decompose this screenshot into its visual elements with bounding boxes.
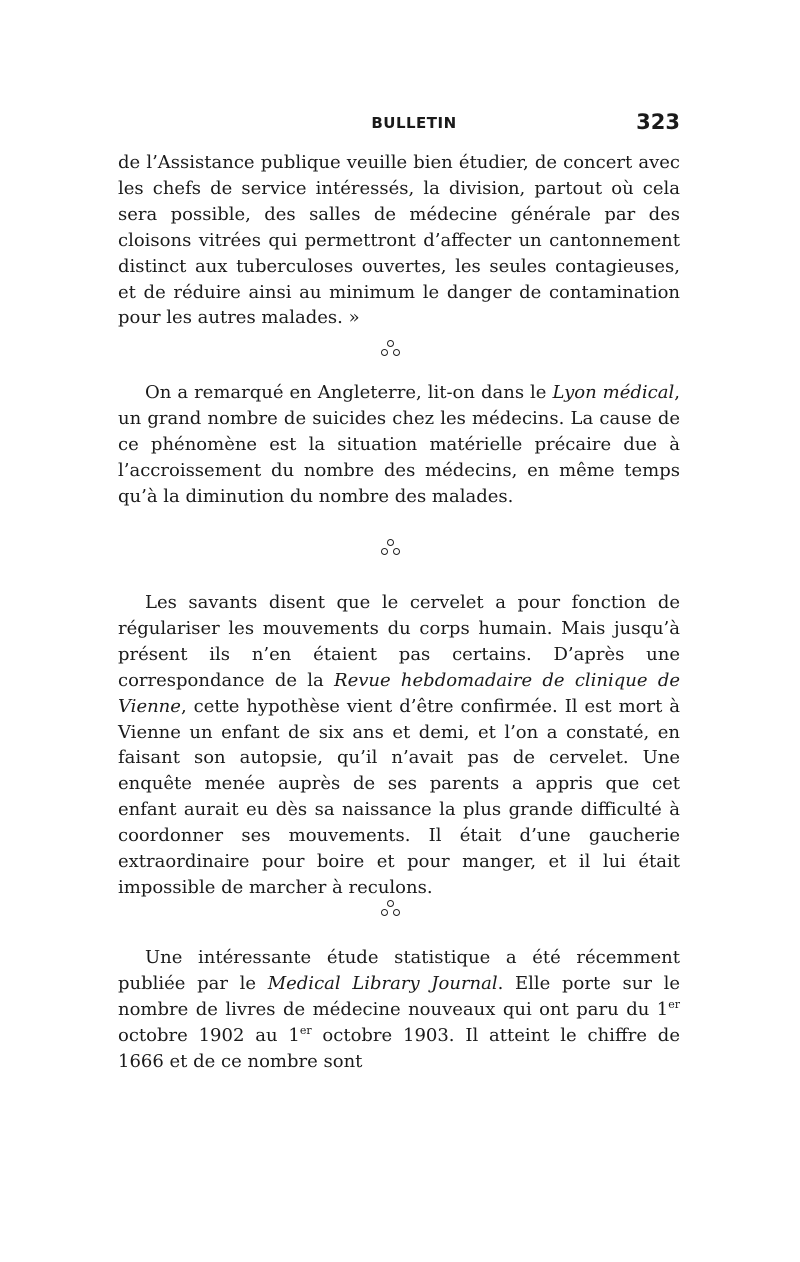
journal-title: Lyon médical [552, 382, 675, 403]
separator-dot [387, 900, 394, 907]
separator-dot [393, 349, 400, 356]
text-run: , un grand nombre de suicides chez les médecins. La cause de ce phénomène est la situation matérielle précaire due à l’accroissement du nombre des médecins, en même temps qu’à la diminution du nombre des malades. [118, 382, 680, 507]
separator-dot [393, 909, 400, 916]
separator-dot [381, 548, 388, 555]
journal-title: Medical Library Journal [267, 972, 498, 994]
paragraph-statistique [118, 945, 680, 1075]
section-separator [381, 900, 401, 918]
text-run: octobre 1902 au 1 [118, 1024, 300, 1046]
text-run: , cette hypothèse vient d’être confirmée. Il est mort à Vienne un enfant de six ans et demi, et l’on a constaté, en faisant son autopsie, qu’il n’avait pas de cervelet. Une enquête menée auprès de ses parents a appris que cet enfant aurait eu dès sa naissance la plus grande difficulté à coordonner ses mouvements. Il était d’une gaucherie extraordinaire pour boire et pour manger, et il lui était impossible de marcher à reculons. [118, 695, 680, 898]
separator-dot [381, 909, 388, 916]
text-run: Une intéressante étude statistique a été récemment publiée par le [118, 947, 680, 994]
running-title: BULLETIN [371, 114, 457, 132]
text-run: Les savants disent que le cervelet a pour fonction de régulariser les mouvements du corps humain. Mais jusqu’à présent ils n’en étaient pas certains. D’après une correspondance de la [118, 592, 680, 691]
superscript-er: er [668, 997, 680, 1011]
separator-dot [387, 340, 394, 347]
superscript-er: er [299, 1023, 312, 1037]
journal-title: Revue hebdomadaire de clinique de Vienne [118, 669, 680, 717]
section-separator [381, 340, 401, 358]
paragraph-text [118, 380, 680, 510]
paragraph-text [118, 945, 680, 1075]
paragraph-text: de l’Assistance publique veuille bien étudier, de concert avec les chefs de service intéressés, la division, partout où cela sera possible, des salles de médecine générale par des cloisons vitrées qui permettront d’affecter un cantonnement distinct aux tuberculoses ouvertes, les seules contagieuses, et de réduire ainsi au minimum le danger de contamination pour les autres malades. » [118, 152, 680, 329]
paragraph-suicides-medecins [118, 380, 680, 510]
separator-dot [393, 548, 400, 555]
paragraph-assistance-publique [118, 150, 680, 331]
text-run: . Elle porte sur le nombre de livres de médecine nouveaux qui ont paru du 1 [118, 972, 680, 1020]
page-header [118, 110, 680, 138]
paragraph-cervelet [118, 590, 680, 901]
separator-dot [381, 349, 388, 356]
text-run: On a remarqué en Angleterre, lit-on dans le [145, 382, 553, 403]
text-run: octobre 1903. Il atteint le chiffre de 1666 et de ce nombre sont [118, 1024, 680, 1072]
separator-dot [387, 539, 394, 546]
page-number: 323 [636, 110, 680, 134]
paragraph-text [118, 590, 680, 901]
section-separator [381, 539, 401, 557]
